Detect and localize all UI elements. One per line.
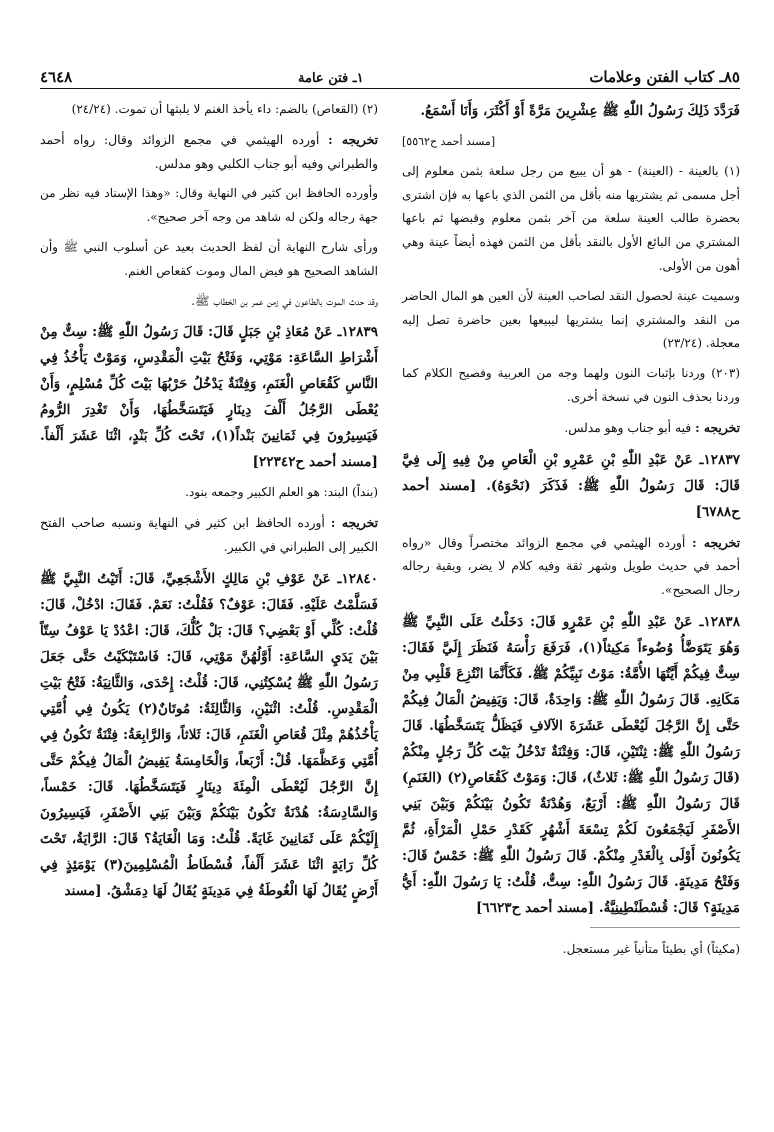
hadith-paragraph: ١٢٨٣٧ـ عَنْ عَبْدِ اللّٰهِ بْنِ عَمْرِو بْنِ الْعَاصِ مِنْ فِيهِ إِلَى فِيَّ قَالَ: قَالَ رَسُولُ اللّٰهِ ﷺ: فَذَكَرَ (نَحْوَهُ). [مسند أحمد ح٦٧٨٨]	[402, 451, 740, 520]
page-number: ٤٦٤٨	[40, 68, 73, 86]
takhrij-paragraph	[402, 531, 740, 603]
note-paragraph: وسميت عينة لحصول النقد لصاحب العينة لأن العين هو المال الحاضر من النقد والمشتري إنما يشتريها ليبيعها بعين حاضرة تصل إليه معجلة. (٢٣/٢٤)	[402, 288, 740, 351]
hadith-paragraph: ١٢٨٤٠ـ عَنْ عَوْفِ بْنِ مَالِكٍ الأَشْجَعِيِّ، قَالَ: أَتَيْتُ النَّبِيَّ ﷺ فَسَلَّمْتُ عَلَيْهِ. فَقَالَ: عَوْفٌ؟ فَقُلْتُ: نَعَمْ. فَقَالَ: ادْخُلْ، قَالَ: قُلْتُ: كُلِّي أَوْ بَعْضِي؟ قَالَ: بَلْ كُلُّكَ، قَالَ: اعْدُدْ يَا عَوْفُ سِتّاً بَيْنَ يَدَيِ السَّاعَةِ: أَوَّلُهُنَّ مَوْتِي، قَالَ: فَاسْتَبْكَيْتُ حَتَّى جَعَلَ رَسُولُ اللّٰهِ ﷺ يُسْكِتُنِي، قَالَ: قُلْتُ: إِحْدَى، وَالثَّانِيَةُ: فَتْحُ بَيْتِ الْمَقْدِسِ. قُلْتُ: اثْنَيْنِ، وَالثَّالِثَةُ: مُوتَانٌ(٢) يَكُونُ فِي أُمَّتِي يَأْخُذُهُمْ مِثْلَ قُعَاصِ الْغَنَمِ، قَالَ: ثَلاثاً، وَالرَّابِعَةُ: فِتْنَةٌ تَكُونُ فِي أُمَّتِي وَعَظَّمَهَا. قُلْ: أَرْبَعاً، وَالْخَامِسَةُ يَفِيضُ الْمَالُ فِيكُمْ حَتَّى إِنَّ الرَّجُلَ لَيُعْطَى الْمِئَةَ دِينَارٍ فَيَتَسَخَّطُهَا. قَالَ: خَمْساً، وَالسَّادِسَةُ: هُدْنَةٌ تَكُونُ بَيْنَكُمْ وَبَيْنَ بَنِي الأَصْفَرِ، فَيَسِيرُونَ إِلَيْكُمْ عَلَى ثَمَانِينَ غَايَةً. قُلْتُ: وَمَا الْغَايَةُ؟ قَالَ: الرَّايَةُ، تَحْتَ كُلِّ رَايَةٍ اثْنَا عَشَرَ أَلْفاً، فُسْطَاطُ الْمُسْلِمِينَ(٣) يَوْمَئِذٍ فِي أَرْضٍ يُقَالُ لَهَا الْغُوطَةُ فِي مَدِينَةٍ يُقَالُ لَهَا دِمَشْقُ. [مسند	[40, 570, 378, 899]
takhrij-label: تخريجه :	[330, 515, 378, 531]
hadith-paragraph: فَرَدَّدَ ذَلِكَ رَسُولُ اللّٰهِ ﷺ عِشْرِينَ مَرَّةً أَوْ أَكْثَرَ، وَأَنَا أَسْمَعُ.	[420, 103, 740, 119]
note-paragraph: (بنداً) البند: هو العلم الكبير وجمعه بنود.	[185, 485, 378, 500]
note-paragraph: ورأى شارح النهاية أن لفظ الحديث بعيد عن أسلوب النبي ﷺ وأن الشاهد الصحيح هو فيض المال وموت كقعاص الغنم.	[40, 239, 378, 278]
section-title: ١ـ فتن عامة	[298, 71, 364, 86]
note-paragraph: وقد حدث الموت بالطاعون في زمن عمر بن الخطاب ﷺ.	[191, 293, 378, 308]
hadith-paragraph: ١٢٨٣٨ـ عَنْ عَبْدِ اللّٰهِ بْنِ عَمْرٍو قَالَ: دَخَلْتُ عَلَى النَّبِيِّ ﷺ وَهُوَ يَتَوَضَّأُ وُضُوءاً مَكِيثاً(١)، فَرَفَعَ رَأْسَهُ فَنَظَرَ إِلَيَّ فَقَالَ: سِتٌّ فِيكُمْ أَيَّتُهَا الأُمَّةُ: مَوْتُ نَبِيِّكُمْ ﷺ. فَكَأَنَّمَا انْتُزِعَ قَلْبِي مِنْ مَكَانِهِ. قَالَ رَسُولُ اللّٰهِ ﷺ: وَاحِدَةٌ، قَالَ: وَيَفِيضُ الْمَالُ فِيكُمْ حَتَّى إِنَّ الرَّجُلَ لَيُعْطَى عَشَرَةَ الآلافِ فَيَظَلُّ يَتَسَخَّطُهَا. قَالَ رَسُولُ اللّٰهِ ﷺ: ثِنْتَيْنِ، قَالَ: وَفِتْنَةٌ تَدْخُلُ بَيْتَ كُلِّ رَجُلٍ مِنْكُمْ (قَالَ رَسُولُ اللّٰهِ ﷺ: ثَلاثٌ)، قَالَ: وَمَوْتٌ كَقُعَاصِ(٢) (الغَنَمِ) قَالَ رَسُولُ اللّٰهِ ﷺ: أَرْبَعٌ، وَهُدْنَةٌ تَكُونُ بَيْنَكُمْ وَبَيْنَ بَنِي الأَصْفَرِ لَيَجْمَعُونَ لَكُمْ تِسْعَةَ أَشْهُرٍ كَقَدْرِ حَمْلِ الْمَرْأَةِ، ثُمَّ يَكُونُونَ أَوْلَى بِالْغَدْرِ مِنْكُمْ. قَالَ رَسُولُ اللّٰهِ ﷺ: خَمْسٌ قَالَ: وَفَتْحُ مَدِينَةٍ. قَالَ رَسُولُ اللّٰهِ: سِتٌّ، قُلْتُ: يَا رَسُولَ اللّٰهِ: أَيُّ مَدِينَةٍ؟ قَالَ: قُسْطَنْطِينِيَّةُ. [مسند أحمد ح٦٦٢٣]	[402, 613, 741, 916]
right-column	[402, 98, 740, 968]
page-header	[40, 60, 740, 89]
takhrij-label: تخريجه :	[692, 534, 741, 550]
takhrij-text: أورده الحافظ ابن كثير في النهاية ونسبه صاحب الفتح الكبير إلى الطبراني في الكبير.	[40, 516, 378, 554]
takhrij-text: فيه أبو جناب وهو مدلس.	[564, 420, 692, 435]
takhrij-label: تخريجه :	[328, 131, 378, 147]
takhrij-label: تخريجه :	[695, 419, 740, 435]
takhrij-paragraph	[402, 416, 740, 441]
source-reference: [مسند أحمد ح٥٥٦٢]	[402, 135, 496, 148]
document-page	[40, 60, 740, 1090]
takhrij-text: أورده الهيثمي في مجمع الزوائد وقال: رواه أحمد والطبراني وفيه أبو جناب الكلبي وهو مدلس.	[40, 132, 378, 171]
note-paragraph: (١) بالعينة - (العينة) - هو أن يبيع من رجل سلعة بثمن معلوم إلى أجل مسمى ثم يشتريها منه بأقل من الثمن الذي باعها به فإن اشترى بحضرة طالب العينة سلعة من آخر بثمن معلوم وقبضها ثم باعها المشتري من البائع الأول بالنقد بأقل من الثمن فهذه أيضاً عينة وهي أهون من الأولى.	[402, 163, 740, 273]
takhrij-paragraph	[40, 511, 378, 560]
note-paragraph: وأورده الحافظ ابن كثير في النهاية وقال: «وهذا الإسناد فيه نظر من جهة رجاله ولكن له شاهد من وجه آخر صحيح».	[40, 186, 378, 225]
chapter-title: ٨٥ـ كتاب الفتن وعلامات	[589, 68, 740, 86]
hadith-paragraph: ١٢٨٣٩ـ عَنْ مُعَاذِ بْنِ جَبَلٍ قَالَ: قَالَ رَسُولُ اللّٰهِ ﷺ: سِتٌّ مِنْ أَشْرَاطِ السَّاعَةِ: مَوْتِي، وَفَتْحُ بَيْتِ الْمَقْدِسِ، وَمَوْتٌ يَأْخُذُ فِي النَّاسِ كَقُعَاصِ الْغَنَمِ، وَفِتْنَةٌ يَدْخُلُ حَرْبُهَا بَيْتَ كُلِّ مُسْلِمٍ، وَأَنْ يُعْطَى الرَّجُلُ أَلْفَ دِينَارٍ فَيَتَسَخَّطُهَا، وَأَنْ تَغْدِرَ الرُّومُ فَيَسِيرُونَ فِي ثَمَانِينَ بَنْداً(١)، تَحْتَ كُلِّ بَنْدٍ، اثْنَا عَشَرَ أَلْفاً. [مسند أحمد ح٢٢٣٤٢]	[40, 324, 378, 471]
footnote-text: (مكيثاً) أي بطيئاً متأنياً غير مستعجل.	[562, 941, 740, 956]
left-column	[40, 98, 378, 910]
takhrij-paragraph	[40, 128, 378, 177]
takhrij-text: أورده الهيثمي في مجمع الزوائد مختصراً وقال «رواه أحمد في حديث طويل وشهر ثقة وفيه كلام لا يضر، وبقية رجاله رجال الصحيح».	[402, 535, 740, 598]
note-paragraph: (٢٠٣) وردنا بإثبات النون ولهما وجه من العربية وفصيح الكلام كما وردنا بحذف النون في نسخة أخرى.	[402, 366, 740, 404]
footnote-divider	[590, 927, 740, 928]
note-paragraph: (٢) (القعاص) بالضم: داء يأخذ الغنم لا يلبثها أن تموت. (٢٤/٢٤)	[71, 102, 378, 116]
